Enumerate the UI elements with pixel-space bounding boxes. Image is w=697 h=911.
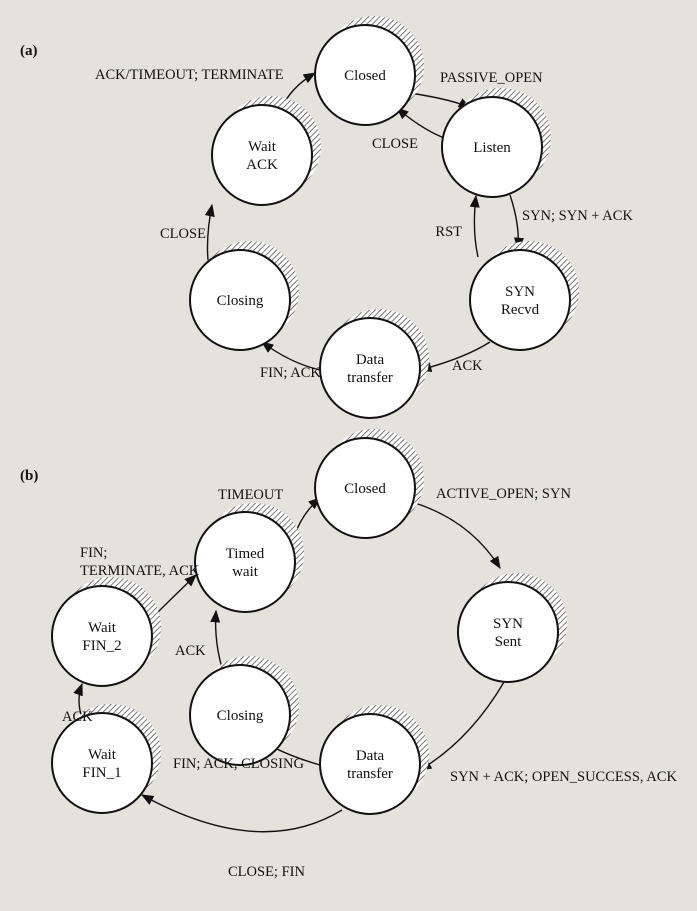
panel-b-state-closed	[315, 429, 424, 538]
panel-a-transition-data-transfer-to-closing-label: FIN; ACK	[260, 365, 321, 381]
panel-a-transition-syn-recvd-to-listen-label: RST	[435, 224, 462, 240]
panel-a-transition-closed-to-listen-arrow	[410, 93, 470, 108]
panel-a-transition-listen-to-closed-label: CLOSE	[372, 136, 418, 152]
panel-b-transition-wait-fin-2-to-timed-wait-label: FIN;	[80, 545, 108, 561]
panel-b-state-data-transfer-label: Data	[355, 748, 385, 764]
panel-b-state-timed-wait	[195, 503, 304, 612]
panel-b-transition-wait-fin-1-to-wait-fin-2-label: ACK	[62, 709, 93, 725]
panel-b-state-wait-fin-2	[52, 577, 161, 686]
panel-a-state-data-transfer	[320, 309, 429, 418]
panel-b-state-closing-label: Closing	[216, 708, 264, 724]
panel-a-state-listen-label: Listen	[473, 140, 511, 156]
panel-b-state-data-transfer	[320, 705, 429, 814]
panel-b-transition-closed-to-syn-sent-label: ACTIVE_OPEN; SYN	[436, 486, 571, 502]
panel-a-state-data-transfer-label: transfer	[347, 370, 393, 386]
panel-a-state-syn-recvd	[470, 241, 579, 350]
panel-b-state-syn-sent-label: Sent	[494, 634, 522, 650]
panel-b-transition-closing-to-timed-wait-arrow	[216, 611, 222, 668]
panel-a-state-wait-ack-circle	[212, 105, 312, 205]
panel-b-state-wait-fin-1-label: FIN_1	[82, 765, 122, 781]
panel-b-state-timed-wait-circle	[195, 512, 295, 612]
panel-b-transition-closing-to-timed-wait-label: ACK	[175, 643, 206, 659]
panel-b-state-data-transfer-label: transfer	[347, 766, 393, 782]
panel-b-transition-syn-sent-to-data-transfer-arrow	[420, 682, 504, 770]
panel-b-state-wait-fin-1-circle	[52, 713, 152, 813]
panel-b-state-data-transfer-circle	[320, 714, 420, 814]
panel-a-transition-listen-to-closed-arrow	[397, 108, 444, 138]
panel-a-state-syn-recvd-label: SYN	[504, 284, 536, 300]
panel-a-state-closing-label: Closing	[216, 293, 264, 309]
panel-b-transition-closed-to-syn-sent-arrow	[412, 502, 500, 568]
panel-b-transition-syn-sent-to-data-transfer-label: SYN + ACK; OPEN_SUCCESS, ACK	[450, 769, 677, 785]
panel-a-state-wait-ack	[212, 96, 321, 205]
panel-b-state-timed-wait-label: wait	[232, 564, 258, 580]
panel-a-state-closing	[190, 241, 299, 350]
panel-b-transition-wait-fin-2-to-timed-wait-label: TERMINATE, ACK	[80, 563, 200, 579]
panel-a-state-closed-label: Closed	[344, 68, 386, 84]
panel-a-state-listen	[442, 88, 551, 197]
panel-a-label: (a)	[20, 43, 38, 59]
panel-b-transition-data-transfer-to-wait-fin-1-arrow	[142, 795, 342, 832]
panel-a-transition-closing-to-wait-ack-label: CLOSE	[160, 226, 206, 242]
panel-a-transition-syn-recvd-to-data-transfer-label: ACK	[452, 358, 483, 374]
panel-b-state-syn-sent	[458, 573, 567, 682]
panel-a-state-data-transfer-label: Data	[355, 352, 385, 368]
panel-a-state-wait-ack-label: ACK	[246, 157, 278, 173]
panel-b-state-wait-fin-2-label: Wait	[88, 620, 116, 636]
panel-b-state-syn-sent-circle	[458, 582, 558, 682]
panel-b-state-wait-fin-2-label: FIN_2	[82, 638, 122, 654]
panel-a-state-wait-ack-label: Wait	[248, 139, 276, 155]
panel-b-transition-data-transfer-to-closing-label: FIN; ACK, CLOSING	[173, 756, 304, 772]
panel-a-state-data-transfer-circle	[320, 318, 420, 418]
panel-b-state-wait-fin-1-label: Wait	[88, 747, 116, 763]
panel-b-state-timed-wait-label: Timed	[225, 546, 265, 562]
panel-a-transition-syn-recvd-to-listen-arrow	[474, 196, 478, 257]
panel-b-state-wait-fin-2-circle	[52, 586, 152, 686]
panel-a-transition-closing-to-wait-ack-arrow	[208, 205, 213, 260]
panel-b-transition-data-transfer-to-wait-fin-1-label: CLOSE; FIN	[228, 864, 305, 880]
panel-b-label: (b)	[20, 468, 39, 484]
panel-a-state-closed	[315, 16, 424, 125]
panel-b-transition-timed-wait-to-closed-label: TIMEOUT	[218, 487, 284, 503]
panel-a-transition-closed-to-listen-label: PASSIVE_OPEN	[440, 70, 543, 86]
panel-b-state-closing	[190, 656, 299, 765]
panel-a-state-syn-recvd-circle	[470, 250, 570, 350]
panel-a-transition-listen-to-syn-recvd-label: SYN; SYN + ACK	[522, 208, 633, 224]
panel-a-transition-listen-to-syn-recvd-arrow	[510, 195, 518, 249]
panel-a-state-syn-recvd-label: Recvd	[500, 302, 540, 318]
panel-b-state-closed-label: Closed	[344, 481, 386, 497]
panel-b-state-syn-sent-label: SYN	[492, 616, 524, 632]
panel-a-transition-wait-ack-to-closed-label: ACK/TIMEOUT; TERMINATE	[95, 67, 284, 83]
